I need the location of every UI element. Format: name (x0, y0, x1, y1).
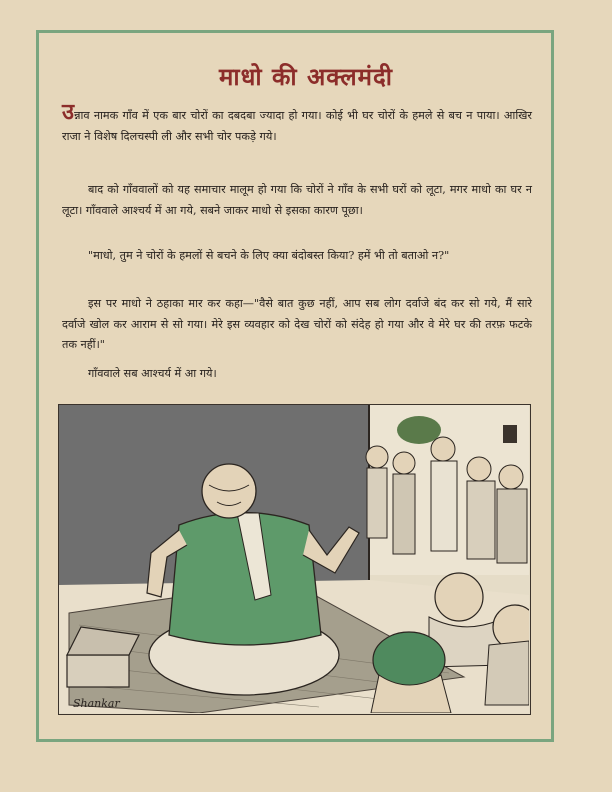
paragraph-5 (62, 364, 532, 385)
paragraph-4-text: इस पर माधो ने ठहाका मार कर कहा—"वैसे बात कुछ नहीं, आप सब लोग दर्वाजे बंद कर सो गये, मैं सारे दर्वाजे खोल कर आराम से सो गया। मेरे इस व्यवहार को देख चोरों को संदेह हो गया और वे मेरे घर की तरफ़ फटके तक नहीं।" (62, 297, 532, 351)
paragraph-1 (62, 99, 532, 147)
box-icon (67, 655, 129, 687)
paragraph-2-text: बाद को गाँववालों को यह समाचार मालूम हो गया कि चोरों ने गाँव के सभी घरों को लूटा, मगर माधो का घर न लूटा। गाँववाले आश्चर्य में आ गये, सबने जाकर माधो से इसका कारण पूछा। (62, 183, 532, 217)
paragraph-2 (62, 180, 532, 221)
illustration-drawing (59, 405, 529, 713)
window-icon (503, 425, 517, 443)
paragraph-3-text: "माधो, तुम ने चोरों के हमलों से बचने के लिए क्या बंदोबस्त किया? हमें भी तो बताओ न?" (88, 249, 450, 262)
drop-cap: उ (62, 99, 75, 125)
paragraph-3 (62, 246, 532, 267)
paragraph-4 (62, 294, 532, 356)
story-title: माधो की अक्लमंदी (219, 62, 393, 91)
story-illustration (58, 404, 531, 715)
leaves-icon (397, 416, 441, 444)
paragraph-1-text: न्नाव नामक गाँव में एक बार चोरों का दबदबा ज्यादा हो गया। कोई भी घर चोरों के हमले से बच न पाया। आखिर राजा ने विशेष दिलचस्पी ली और सभी चोर पकड़े गये। (62, 109, 532, 143)
artist-signature: Shankar (73, 697, 120, 710)
paragraph-5-text: गाँववाले सब आश्चर्य में आ गये। (88, 367, 217, 380)
